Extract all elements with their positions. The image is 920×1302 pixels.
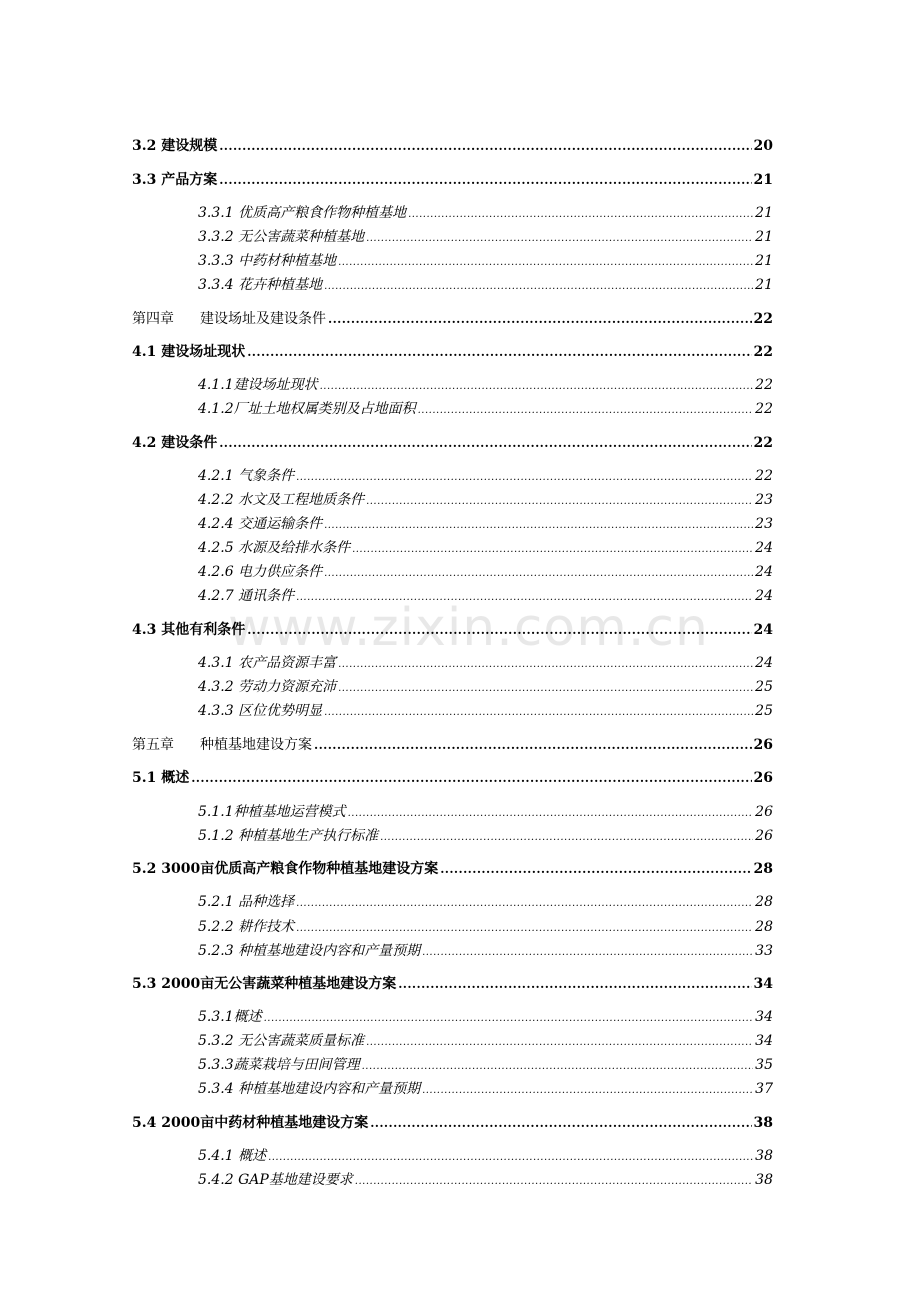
toc-subentry[interactable] bbox=[198, 676, 773, 696]
toc-page-number: 38 bbox=[755, 1148, 773, 1164]
toc-entry-label: 4.3.2 劳动力资源充沛 bbox=[198, 679, 337, 695]
toc-page-number: 25 bbox=[755, 703, 773, 719]
toc-entry-label: 4.2.5 水源及给排水条件 bbox=[198, 540, 351, 556]
leader-dots bbox=[370, 1116, 751, 1130]
toc-entry-label bbox=[132, 734, 312, 754]
toc-subentry[interactable] bbox=[198, 700, 773, 720]
toc-page-number: 22 bbox=[755, 377, 773, 393]
toc-entry-label: 5.4.1 概述 bbox=[198, 1148, 267, 1164]
toc-page-number: 24 bbox=[755, 540, 773, 556]
toc-entry-label: 5.2.2 耕作技术 bbox=[198, 919, 295, 935]
toc-page-number: 34 bbox=[755, 1009, 773, 1025]
leader-dots bbox=[380, 832, 753, 843]
leader-dots bbox=[338, 683, 753, 694]
toc-page-number: 23 bbox=[755, 516, 773, 532]
toc-entry-label: 5.2.3 种植基地建设内容和产量预期 bbox=[198, 943, 421, 959]
toc-page-number: 37 bbox=[755, 1081, 773, 1097]
toc-entry-label: 4.2.7 通讯条件 bbox=[198, 588, 295, 604]
toc-page-number: 22 bbox=[755, 401, 773, 417]
chapter-title: 建设场址及建设条件 bbox=[200, 311, 326, 327]
toc-entry[interactable] bbox=[132, 432, 773, 454]
toc-subentry[interactable] bbox=[198, 1078, 773, 1098]
toc-page-number: 22 bbox=[753, 435, 773, 451]
toc-entry-label: 5.1.2 种植基地生产执行标准 bbox=[198, 828, 379, 844]
toc-page-number: 28 bbox=[755, 894, 773, 910]
toc-subentry[interactable] bbox=[198, 891, 773, 911]
toc-entry[interactable] bbox=[132, 858, 773, 880]
toc-page-number: 38 bbox=[755, 1172, 773, 1188]
toc-entry[interactable] bbox=[132, 135, 773, 157]
leader-dots bbox=[296, 472, 753, 483]
toc-page-number: 26 bbox=[753, 737, 773, 753]
toc-entry[interactable] bbox=[132, 973, 773, 995]
leader-dots bbox=[408, 209, 753, 220]
leader-dots bbox=[264, 1013, 754, 1024]
toc-page-number: 24 bbox=[753, 622, 773, 638]
toc-entry-label: 3.3.1 优质高产粮食作物种植基地 bbox=[198, 205, 407, 221]
toc-entry[interactable] bbox=[132, 169, 773, 191]
leader-dots bbox=[362, 1061, 754, 1072]
toc-entry-label: 5.4.2 GAP基地建设要求 bbox=[198, 1172, 353, 1188]
toc-page-number: 35 bbox=[755, 1057, 773, 1073]
toc-entry-label: 5.1.1种植基地运营模式 bbox=[198, 804, 346, 820]
leader-dots bbox=[320, 381, 754, 392]
toc-entry-label: 3.3.3 中药材种植基地 bbox=[198, 253, 337, 269]
toc-page-number: 21 bbox=[755, 253, 773, 269]
toc-subentry[interactable] bbox=[198, 801, 773, 821]
toc-entry[interactable] bbox=[132, 619, 773, 641]
toc-page-number: 23 bbox=[755, 492, 773, 508]
leader-dots bbox=[422, 1085, 753, 1096]
toc-page-number: 28 bbox=[753, 861, 773, 877]
toc-entry-label: 5.2 3000亩优质高产粮食作物种植基地建设方案 bbox=[132, 861, 439, 877]
toc-subentry[interactable] bbox=[198, 1006, 773, 1026]
leader-dots bbox=[324, 707, 753, 718]
toc-entry[interactable] bbox=[132, 767, 773, 789]
leader-dots bbox=[247, 345, 751, 359]
toc-entry-label: 4.1 建设场址现状 bbox=[132, 344, 246, 360]
toc-page-number: 21 bbox=[755, 229, 773, 245]
leader-dots bbox=[366, 233, 753, 244]
toc-page-number: 26 bbox=[753, 770, 773, 786]
toc-page-number: 25 bbox=[755, 679, 773, 695]
toc-page-number: 26 bbox=[755, 804, 773, 820]
toc-entry-label: 4.2.2 水文及工程地质条件 bbox=[198, 492, 365, 508]
leader-dots bbox=[324, 568, 753, 579]
toc-chapter-entry[interactable] bbox=[132, 308, 773, 330]
toc-entry-label: 4.2.1 气象条件 bbox=[198, 468, 295, 484]
toc-subentry[interactable] bbox=[198, 652, 773, 672]
toc-subentry[interactable] bbox=[198, 202, 773, 222]
toc-entry-label: 5.3 2000亩无公害蔬菜种植基地建设方案 bbox=[132, 976, 397, 992]
leader-dots bbox=[352, 544, 753, 555]
leader-dots bbox=[191, 771, 751, 785]
leader-dots bbox=[219, 436, 751, 450]
toc-entry-label: 4.2.4 交通运输条件 bbox=[198, 516, 323, 532]
leader-dots bbox=[219, 173, 751, 187]
toc-subentry[interactable] bbox=[198, 374, 773, 394]
toc-subentry[interactable] bbox=[198, 274, 773, 294]
toc-subentry[interactable] bbox=[198, 585, 773, 605]
leader-dots bbox=[338, 659, 753, 670]
leader-dots bbox=[355, 1176, 753, 1187]
toc-subentry[interactable] bbox=[198, 398, 773, 418]
chapter-number: 第五章 bbox=[132, 737, 174, 753]
toc-subentry[interactable] bbox=[198, 513, 773, 533]
leader-dots bbox=[366, 496, 753, 507]
leader-dots bbox=[398, 977, 751, 991]
toc-entry-label: 3.2 建设规模 bbox=[132, 138, 218, 154]
leader-dots bbox=[366, 1037, 753, 1048]
toc-page-number: 33 bbox=[755, 943, 773, 959]
toc-chapter-entry[interactable] bbox=[132, 734, 773, 756]
toc-subentry[interactable] bbox=[198, 1169, 773, 1189]
leader-dots bbox=[348, 808, 754, 819]
toc-subentry[interactable] bbox=[198, 1145, 773, 1165]
toc-entry-label: 4.1.2厂址土地权属类别及占地面积 bbox=[198, 401, 416, 417]
toc-page-number: 34 bbox=[753, 976, 773, 992]
toc-subentry[interactable] bbox=[198, 1030, 773, 1050]
toc-subentry[interactable] bbox=[198, 250, 773, 270]
leader-dots bbox=[219, 139, 751, 153]
watermark: www.zixin.com.cn bbox=[228, 598, 709, 658]
toc-entry-label: 5.3.2 无公害蔬菜质量标准 bbox=[198, 1033, 365, 1049]
toc-subentry[interactable] bbox=[198, 940, 773, 960]
toc-page-number: 24 bbox=[755, 588, 773, 604]
leader-dots bbox=[268, 1152, 753, 1163]
toc-entry[interactable] bbox=[132, 341, 773, 363]
leader-dots bbox=[422, 947, 753, 958]
toc-entry[interactable] bbox=[132, 1112, 773, 1134]
toc-entry-label: 4.3.3 区位优势明显 bbox=[198, 703, 323, 719]
leader-dots bbox=[296, 592, 753, 603]
toc-subentry[interactable] bbox=[198, 916, 773, 936]
toc-entry-label: 4.3 其他有利条件 bbox=[132, 622, 246, 638]
leader-dots bbox=[296, 898, 753, 909]
toc-entry-label: 4.2 建设条件 bbox=[132, 435, 218, 451]
toc-page-number: 20 bbox=[753, 138, 773, 154]
leader-dots bbox=[338, 257, 753, 268]
toc-subentry[interactable] bbox=[198, 1054, 773, 1074]
toc-entry-label: 4.3.1 农产品资源丰富 bbox=[198, 655, 337, 671]
toc-entry-label: 5.2.1 品种选择 bbox=[198, 894, 295, 910]
toc-page-number: 34 bbox=[755, 1033, 773, 1049]
toc-subentry[interactable] bbox=[198, 226, 773, 246]
chapter-title: 种植基地建设方案 bbox=[200, 737, 312, 753]
toc-subentry[interactable] bbox=[198, 465, 773, 485]
toc-page-number: 38 bbox=[753, 1115, 773, 1131]
toc-subentry[interactable] bbox=[198, 825, 773, 845]
leader-dots bbox=[440, 862, 751, 876]
leader-dots bbox=[418, 405, 754, 416]
toc-page-number: 26 bbox=[755, 828, 773, 844]
toc-entry-label: 5.1 概述 bbox=[132, 770, 190, 786]
toc-subentry[interactable] bbox=[198, 561, 773, 581]
toc-entry-label: 3.3 产品方案 bbox=[132, 172, 218, 188]
toc-entry-label: 5.3.4 种植基地建设内容和产量预期 bbox=[198, 1081, 421, 1097]
toc-page-number: 21 bbox=[755, 205, 773, 221]
toc-page-number: 24 bbox=[755, 655, 773, 671]
toc-entry-label: 4.1.1建设场址现状 bbox=[198, 377, 318, 393]
chapter-number: 第四章 bbox=[132, 311, 174, 327]
toc-entry-label: 5.4 2000亩中药材种植基地建设方案 bbox=[132, 1115, 369, 1131]
leader-dots bbox=[328, 312, 752, 326]
toc-page-number: 28 bbox=[755, 919, 773, 935]
toc-page-number: 21 bbox=[755, 277, 773, 293]
leader-dots bbox=[324, 281, 753, 292]
toc-entry-label: 5.3.3蔬菜栽培与田间管理 bbox=[198, 1057, 360, 1073]
toc-page-number: 22 bbox=[753, 311, 773, 327]
toc-page-number: 21 bbox=[753, 172, 773, 188]
leader-dots bbox=[247, 623, 751, 637]
toc-entry-label: 3.3.2 无公害蔬菜种植基地 bbox=[198, 229, 365, 245]
toc-page-number: 22 bbox=[755, 468, 773, 484]
leader-dots bbox=[296, 923, 753, 934]
leader-dots bbox=[314, 738, 752, 752]
toc-entry-label: 5.3.1概述 bbox=[198, 1009, 262, 1025]
toc-subentry[interactable] bbox=[198, 537, 773, 557]
toc-entry-label bbox=[132, 308, 326, 328]
toc-page-number: 22 bbox=[753, 344, 773, 360]
leader-dots bbox=[324, 520, 753, 531]
toc-page-number: 24 bbox=[755, 564, 773, 580]
toc-entry-label: 3.3.4 花卉种植基地 bbox=[198, 277, 323, 293]
toc-subentry[interactable] bbox=[198, 489, 773, 509]
toc-entry-label: 4.2.6 电力供应条件 bbox=[198, 564, 323, 580]
